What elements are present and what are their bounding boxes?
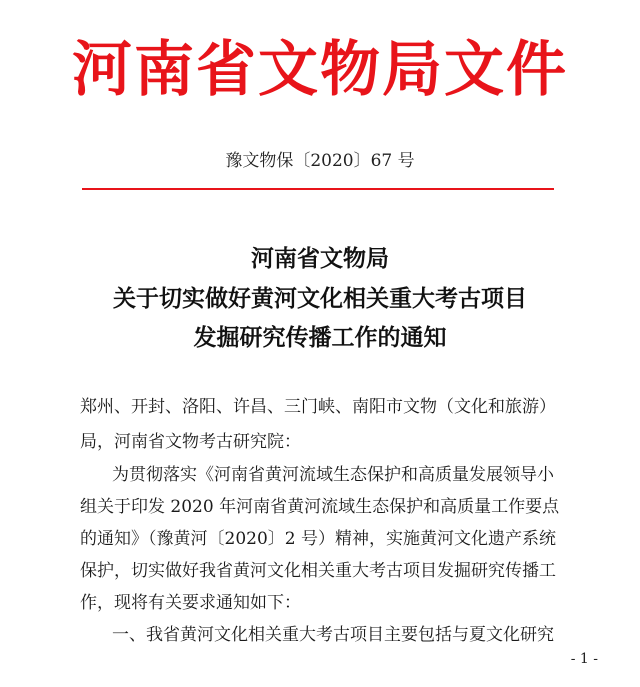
title-line-3: 发掘研究传播工作的通知 xyxy=(193,324,447,351)
page-number: - 1 - xyxy=(570,651,598,667)
document-number: 豫文物保〔2020〕67 号 xyxy=(225,151,415,171)
title-line-1: 河南省文物局 xyxy=(251,245,389,272)
paragraph-line: 的通知》（豫黄河〔2020〕2 号）精神，实施黄河文化遗产系统 xyxy=(80,529,556,549)
paragraph-line: 为贯彻落实《河南省黄河流域生态保护和高质量发展领导小 xyxy=(112,465,554,485)
title-line-2: 关于切实做好黄河文化相关重大考古项目 xyxy=(113,285,527,312)
paragraph-line: 作，现将有关要求通知如下： xyxy=(80,593,301,613)
document-masthead: 河南省文物局文件 xyxy=(72,35,568,105)
paragraph-line: 保护，切实做好我省黄河文化相关重大考古项目发掘研究传播工 xyxy=(80,561,556,581)
section-heading-line: 一、我省黄河文化相关重大考古项目主要包括与夏文化研究 xyxy=(112,625,554,645)
addressee-line-1: 郑州、开封、洛阳、许昌、三门峡、南阳市文物（文化和旅游） xyxy=(80,397,556,417)
red-divider-line xyxy=(82,188,554,190)
paragraph-line: 组关于印发 2020 年河南省黄河流域生态保护和高质量工作要点 xyxy=(80,497,560,517)
addressee-line-2: 局，河南省文物考古研究院： xyxy=(80,432,301,452)
